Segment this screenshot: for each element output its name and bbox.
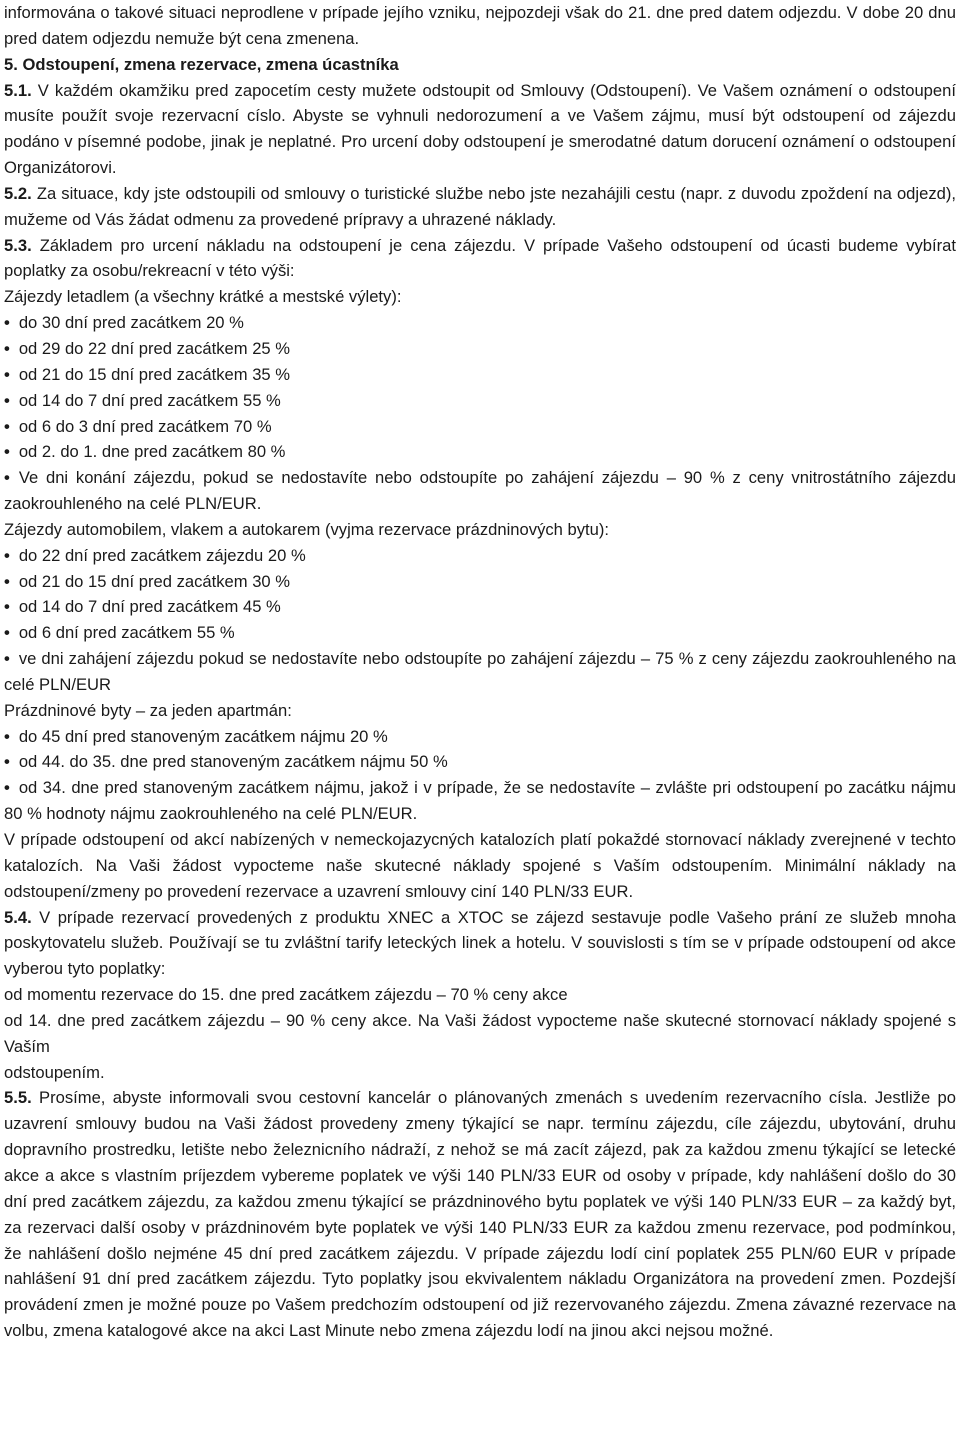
paragraph — [4, 698, 956, 724]
section-number: 5.4. — [4, 907, 32, 927]
bullet-icon: • — [4, 571, 10, 591]
list-item — [4, 620, 956, 646]
list-item-text: od 29 do 22 dní pred zacátkem 25 % — [18, 338, 291, 358]
section-number: 5. — [4, 54, 18, 74]
list-item — [4, 775, 956, 827]
paragraph — [4, 517, 956, 543]
paragraph — [4, 1008, 956, 1060]
list-item-text: od 14 do 7 dní pred zacátkem 55 % — [18, 390, 281, 410]
bullet-icon: • — [4, 468, 10, 488]
paragraph — [4, 982, 956, 1008]
paragraph-text: V prípade odstoupení od akcí nabízených v nemeckojazycných katalozích platí pokaždé stornovací náklady zverejnené v techto katalozích. Na Vaši žádost vypocteme naše skutecné náklady spojené s Vaším odstoupením. Minimální náklady na odstoupení/zmeny po provedení rezervace a uzavrení smlouvy ciní 140 PLN/33 EUR. — [4, 830, 956, 901]
list-item — [4, 543, 956, 569]
paragraph-text: odstoupením. — [4, 1062, 105, 1082]
list-item-text: ve dni zahájení zájezdu pokud se nedostavíte nebo odstoupíte po zahájení zájezdu – 75 % z ceny zájezdu zaokrouhleného na celé PLN/EUR — [4, 649, 956, 694]
section-paragraph — [4, 905, 956, 983]
paragraph-text: informována o takové situaci neprodlene v prípade jejího vzniku, nejpozdeji však do 21. dne pred datem odjezdu. V dobe 20 dnu pred datem odjezdu nemuže být cena zmenena. — [4, 3, 956, 48]
section-number: 5.2. — [4, 183, 32, 203]
section-paragraph — [4, 233, 956, 285]
paragraph-text: Základem pro urcení nákladu na odstoupení je cena zájezdu. V prípade Vašeho odstoupení od úcasti budeme vybírat poplatky za osobu/rekreacní v této výši: — [4, 235, 956, 281]
list-item — [4, 336, 956, 362]
list-item-text: do 30 dní pred zacátkem 20 % — [18, 313, 244, 333]
paragraph-text: Zájezdy automobilem, vlakem a autokarem (vyjma rezervace prázdninových bytu): — [4, 519, 609, 539]
list-item — [4, 749, 956, 775]
paragraph — [4, 284, 956, 310]
list-item-text: Ve dni konání zájezdu, pokud se nedostavíte nebo odstoupíte po zahájení zájezdu – 90 % z ceny vnitrostátního zájezdu zaokrouhleného na celé PLN/EUR. — [4, 468, 956, 514]
list-item — [4, 310, 956, 336]
bullet-icon: • — [4, 623, 10, 643]
list-item — [4, 465, 956, 517]
paragraph-text: V každém okamžiku pred zapocetím cesty mužete odstoupit od Smlouvy (Odstoupení). Ve Vašem oznámení o odstoupení musíte použít svoje rezervacní císlo. Abyste se vyhnuli nedorozumení a ve Vašem zájmu, musí být odstoupení od zájezdu podáno v písemné podobe, jinak je neplatné. Pro urcení doby odstoupení je smerodatné datum dorucení oznámení o odstoupení Organizátorovi. — [4, 80, 956, 178]
bullet-icon: • — [4, 338, 10, 358]
list-item-text: do 22 dní pred zacátkem zájezdu 20 % — [18, 545, 306, 565]
bullet-icon: • — [4, 726, 10, 746]
paragraph-text: Zájezdy letadlem (a všechny krátké a mestské výlety): — [4, 287, 402, 307]
list-item-text: od 6 dní pred zacátkem 55 % — [18, 623, 235, 643]
list-item — [4, 724, 956, 750]
paragraph — [4, 827, 956, 905]
bullet-icon: • — [4, 364, 10, 384]
section-paragraph — [4, 52, 956, 78]
bullet-icon: • — [4, 416, 10, 436]
list-item-text: od 21 do 15 dní pred zacátkem 35 % — [18, 364, 291, 384]
paragraph-text: Za situace, kdy jste odstoupili od smlouvy o turistické službe nebo jste nezahájili cestu (napr. z duvodu zpoždení na odjezd), mužeme od Vás žádat odmenu za provedené prípravy a uhrazené náklady. — [4, 183, 956, 229]
section-paragraph — [4, 181, 956, 233]
list-item-text: od 21 do 15 dní pred zacátkem 30 % — [18, 571, 291, 591]
list-item — [4, 362, 956, 388]
list-item-text: od 14 do 7 dní pred zacátkem 45 % — [18, 597, 281, 617]
list-item — [4, 439, 956, 465]
bullet-icon: • — [4, 313, 10, 333]
list-item — [4, 388, 956, 414]
bullet-icon: • — [4, 752, 10, 772]
paragraph-text: od momentu rezervace do 15. dne pred zacátkem zájezdu – 70 % ceny akce — [4, 985, 568, 1005]
list-item-text: do 45 dní pred stanoveným zacátkem nájmu 20 % — [18, 726, 388, 746]
section-number: 5.1. — [4, 80, 32, 100]
list-item-text: od 2. do 1. dne pred zacátkem 80 % — [18, 442, 286, 462]
paragraph — [4, 1060, 956, 1086]
section-number: 5.3. — [4, 235, 32, 255]
list-item — [4, 646, 956, 698]
section-paragraph — [4, 1085, 956, 1343]
section-number: 5.5. — [4, 1088, 32, 1108]
paragraph-text: Prázdninové byty – za jeden apartmán: — [4, 700, 292, 720]
paragraph — [4, 0, 956, 52]
list-item — [4, 414, 956, 440]
bullet-icon: • — [4, 390, 10, 410]
bullet-icon: • — [4, 778, 10, 798]
list-item — [4, 569, 956, 595]
list-item-text: od 44. do 35. dne pred stanoveným zacátkem nájmu 50 % — [18, 752, 448, 772]
paragraph-text: V prípade rezervací provedených z produktu XNEC a XTOC se zájezd sestavuje podle Vašeho prání ze služeb mnoha poskytovatelu služeb. Používají se tu zvláštní tarify leteckých linek a hotelu. V souvislosti s tím se v prípade odstoupení od akce vyberou tyto poplatky: — [4, 907, 956, 979]
bullet-icon: • — [4, 545, 10, 565]
paragraph-text: Prosíme, abyste informovali svou cestovní kancelár o plánovaných zmenách s uvedením rezervacního císla. Jestliže po uzavrení smlouvy budou na Vaši žádost provedeny zmeny týkající se napr. termínu zájezdu, cíle zájezdu, ubytování, druhu dopravního prostredku, letište nebo železnicního nádraží, z nehož se má zacít zájezd, pak za každou zmenu týkající se letecké akce a akce s vlastním príjezdem vybereme poplatek ve výši 140 PLN/33 EUR od osoby v prípade, kdy nahlášení došlo do 30 dní pred zacátkem zájezdu, za každou zmenu týkající se prázdninového bytu poplatek ve výši 140 PLN/33 EUR – za každý byt, za rezervaci další osoby v prázdninovém byte poplatek ve výši 140 PLN/33 EUR za každou zmenu rezervace, pod podmínkou, že nahlášení došlo nejméne 45 dní pred zacátkem zájezdu. V prípade zájezdu lodí ciní poplatek 255 PLN/60 EUR v prípade nahlášení 91 dní pred zacátkem zájezdu. Tyto poplatky jsou ekvivalentem nákladu Organizátora na provedení zmen. Pozdejší provádení zmen je možné pouze po Vašem predchozím odstoupení od již rezervovaného zájezdu. Zmena závazné rezervace na volbu, zmena katalogové akce na akci Last Minute nebo zmena zájezdu lodí na jinou akci nejsou možné. — [4, 1088, 956, 1341]
paragraph-text: od 14. dne pred zacátkem zájezdu – 90 % ceny akce. Na Vaši žádost vypocteme naše skutecné stornovací náklady spojené s Vaším — [4, 1010, 956, 1056]
list-item — [4, 594, 956, 620]
bullet-icon: • — [4, 649, 10, 669]
paragraph-text: Odstoupení, zmena rezervace, zmena úcastníka — [22, 54, 399, 74]
bullet-icon: • — [4, 442, 10, 462]
list-item-text: od 34. dne pred stanoveným zacátkem nájmu, jakož i v prípade, že se nedostavíte – zvlášte pri odstoupení po zacátku nájmu 80 % hodnoty nájmu zaokrouhleného na celé PLN/EUR. — [4, 778, 956, 824]
bullet-icon: • — [4, 597, 10, 617]
section-paragraph — [4, 78, 956, 181]
list-item-text: od 6 do 3 dní pred zacátkem 70 % — [18, 416, 272, 436]
